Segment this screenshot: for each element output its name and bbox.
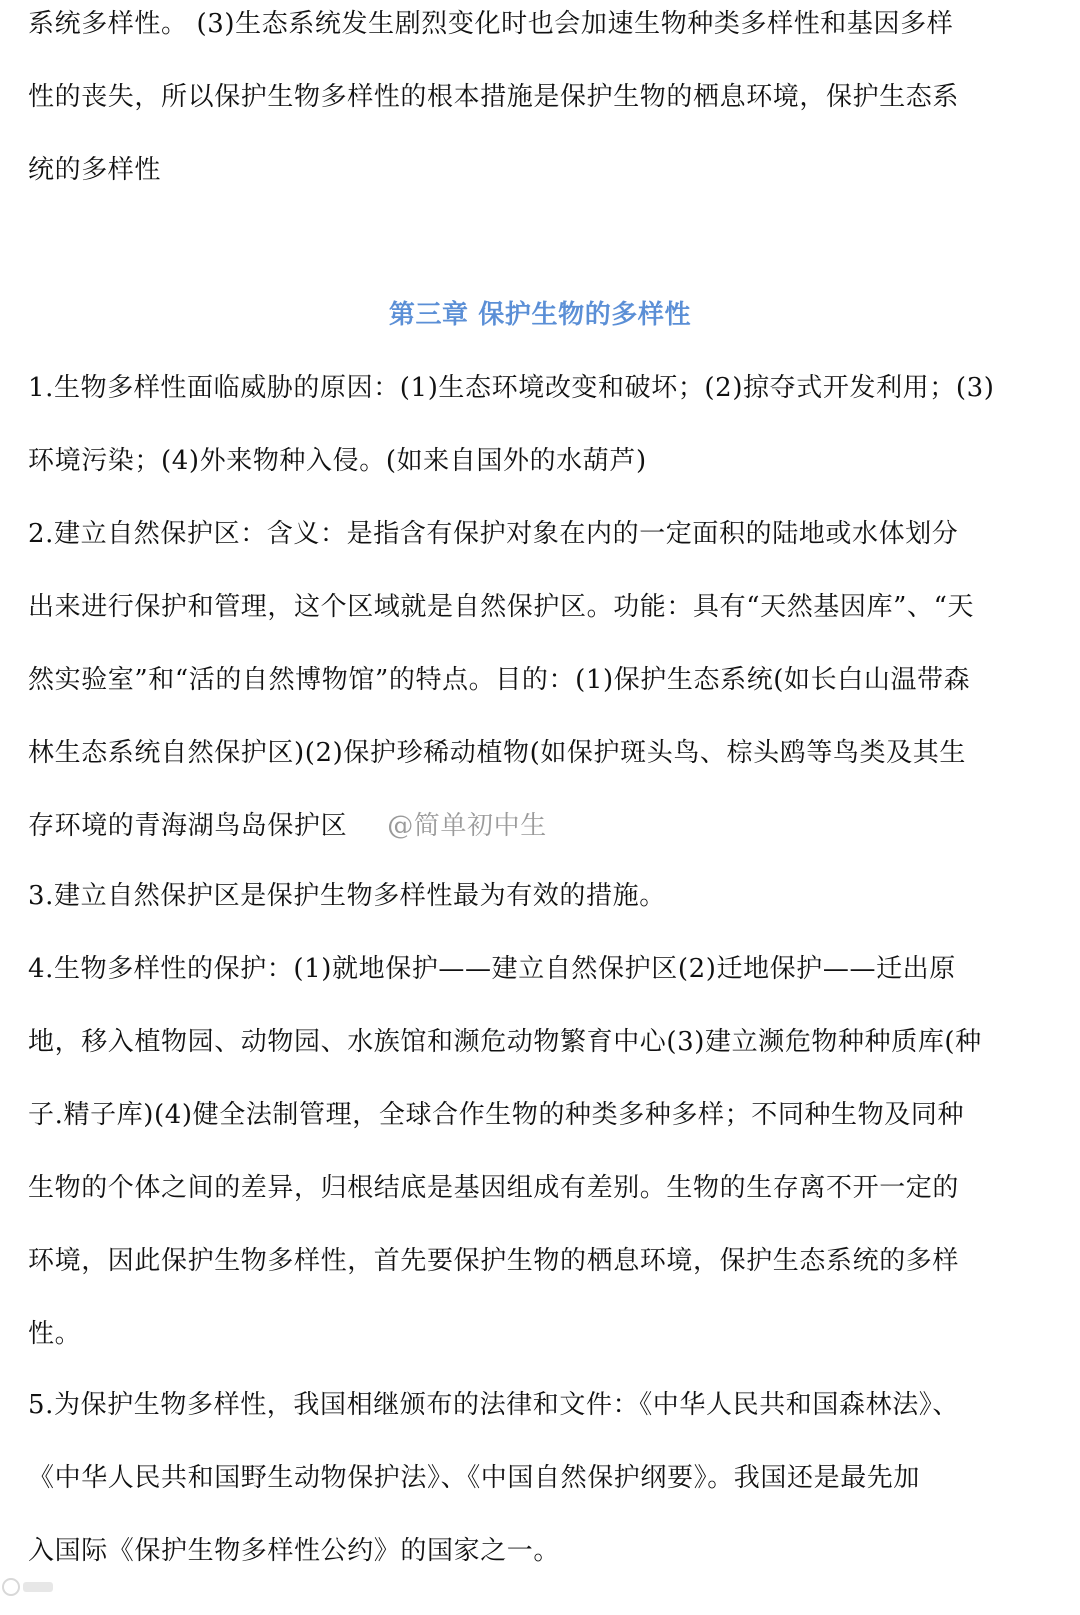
- intro-line-1: 系统多样性。 (3)生态系统发生剧烈变化时也会加速生物种类多样性和基因多样: [28, 9, 954, 39]
- item-2-line-2: 出来进行保护和管理，这个区域就是自然保护区。功能：具有“天然基因库”、“天: [28, 592, 975, 622]
- item-4-line-1: 4.生物多样性的保护：(1)就地保护——建立自然保护区(2)迁地保护——迁出原: [28, 954, 956, 984]
- item-4-line-2: 地，移入植物园、动物园、水族馆和濒危动物繁育中心(3)建立濒危物种种质库(种: [28, 1027, 982, 1057]
- item-4-paragraph: [28, 933, 1058, 1371]
- item-5-line-3: 入国际《保护生物多样性公约》的国家之一。: [28, 1536, 561, 1566]
- intro-paragraph: [28, 0, 1058, 207]
- item-1-line-2: 环境污染；(4)外来物种入侵。(如来自国外的水葫芦): [28, 446, 647, 476]
- item-2-line-3: 然实验室”和“活的自然博物馆”的特点。目的：(1)保护生态系统(如长白山温带森: [28, 665, 971, 695]
- item-2-line-4: 林生态系统自然保护区)(2)保护珍稀动植物(如保护斑头鸟、棕头鸥等鸟类及其生: [28, 738, 966, 768]
- item-5-line-1: 5.为保护生物多样性，我国相继颁布的法律和文件：《中华人民共和国森林法》、: [28, 1390, 960, 1420]
- intro-line-2: 性的丧失，所以保护生物多样性的根本措施是保护生物的栖息环境，保护生态系: [28, 82, 960, 112]
- watermark-logo-icon: [0, 1570, 56, 1603]
- item-2-line-5: 存环境的青海湖鸟岛保护区: [28, 811, 348, 841]
- item-3-line-1: 3.建立自然保护区是保护生物多样性最为有效的措施。: [28, 881, 666, 911]
- item-5-paragraph: [28, 1369, 1058, 1588]
- item-1-line-1: 1.生物多样性面临威胁的原因：(1)生态环境改变和破坏；(2)掠夺式开发利用；(3): [28, 373, 995, 403]
- item-4-line-4: 生物的个体之间的差异，归根结底是基因组成有差别。生物的生存离不开一定的: [28, 1173, 960, 1203]
- item-4-line-5: 环境，因此保护生物多样性，首先要保护生物的栖息环境，保护生态系统的多样: [28, 1246, 960, 1276]
- item-3-paragraph: [28, 860, 1058, 933]
- item-2-paragraph: [28, 498, 1058, 863]
- item-4-line-6: 性。: [28, 1319, 82, 1349]
- watermark-text: @简单初中生: [387, 811, 547, 841]
- intro-line-3: 统的多样性: [28, 155, 162, 185]
- item-1-paragraph: [28, 352, 1058, 498]
- corner-watermark-logo: [0, 1570, 56, 1603]
- item-2-line-1: 2.建立自然保护区：含义：是指含有保护对象在内的一定面积的陆地或水体划分: [28, 519, 959, 549]
- item-5-line-2: 《中华人民共和国野生动物保护法》、《中国自然保护纲要》。我国还是最先加: [28, 1463, 921, 1493]
- chapter-title: 第三章 保护生物的多样性: [388, 300, 692, 330]
- item-4-line-3: 子.精子库)(4)健全法制管理，全球合作生物的种类多种多样；不同种生物及同种: [28, 1100, 965, 1130]
